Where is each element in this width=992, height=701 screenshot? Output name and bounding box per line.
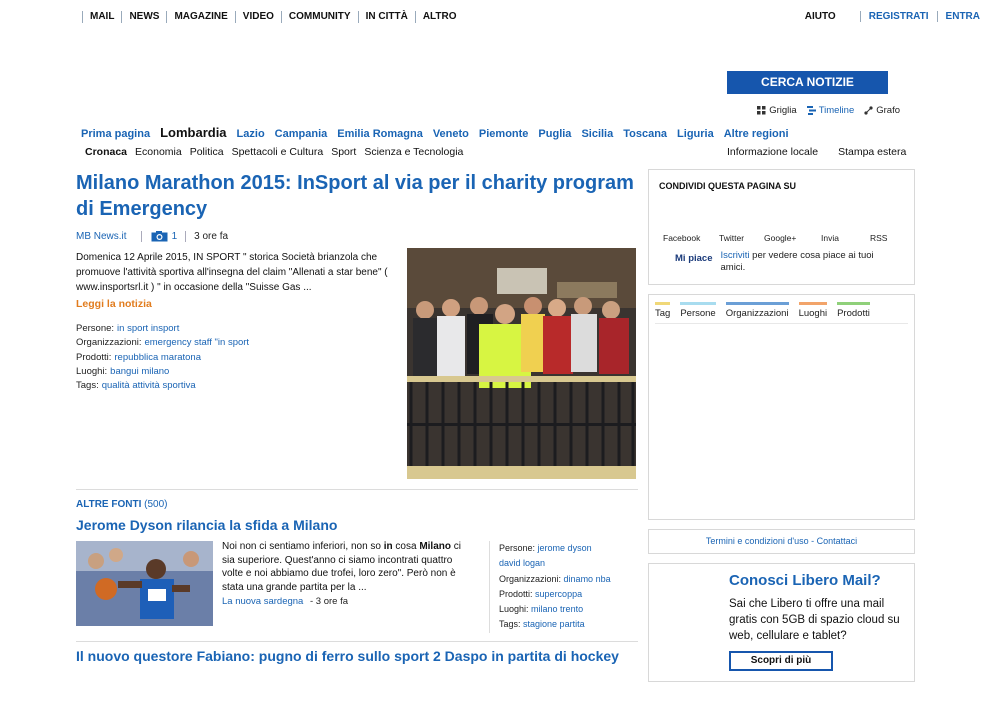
tag-label: Tags: [499, 619, 521, 630]
share-rss[interactable]: RSS [870, 233, 888, 243]
tag-value[interactable]: emergency staff "in sport [144, 337, 250, 349]
runners-group-photo [407, 248, 636, 479]
tab-persone[interactable] [680, 302, 715, 319]
region-sicilia[interactable]: Sicilia [581, 128, 614, 140]
tag-row [499, 541, 639, 556]
tag-value[interactable]: dinamo nba [563, 573, 611, 584]
topnav-item-mail[interactable]: MAIL [82, 11, 121, 23]
tag-value[interactable]: in sport insport [117, 323, 180, 334]
like-widget [675, 250, 891, 274]
tab-tag[interactable] [655, 302, 670, 319]
article-summary: Domenica 12 Aprile 2015, IN SPORT " storica Società brianzola che promuove l'attività sportiva all'insegna del claim "Allenati a star bene" ( www.insportsrl.it ) " in occasione della "Suisse Gas ... [76, 252, 388, 293]
grid-icon [757, 106, 766, 115]
account-links [805, 11, 980, 22]
tag-row [499, 587, 639, 602]
divider [76, 641, 638, 642]
region-lombardia[interactable]: Lombardia [160, 125, 227, 140]
tab-label: Persone [680, 308, 716, 319]
camera-icon [151, 231, 168, 242]
region-nav [81, 125, 799, 140]
subscribe-link[interactable]: Iscriviti [720, 250, 750, 261]
view-grid[interactable] [757, 105, 796, 116]
tag-label: Persone: [499, 543, 536, 553]
excerpt-text: cosa [392, 541, 420, 552]
photo-count-value: 1 [171, 231, 178, 242]
region-campania[interactable]: Campania [274, 128, 328, 140]
topnav-item-magazine[interactable]: MAGAZINE [166, 11, 234, 23]
tab-label: Luoghi [798, 308, 828, 319]
graph-icon [864, 106, 873, 115]
like-description: per vedere cosa piace ai tuoi amici. [720, 250, 874, 273]
search-news-button[interactable]: CERCA NOTIZIE [727, 71, 888, 94]
region-puglia[interactable]: Puglia [538, 128, 572, 140]
tag-cloud-box [648, 294, 915, 520]
read-more-link[interactable]: Leggi la notizia [76, 298, 152, 310]
section-sport[interactable]: Sport [331, 146, 357, 158]
register-link[interactable]: REGISTRATI [860, 11, 937, 22]
promo-title: Conosci Libero Mail? [729, 572, 881, 589]
section-nav [85, 146, 471, 158]
help-link[interactable]: AIUTO [804, 11, 836, 22]
tab-color-bar [680, 302, 715, 305]
section-stampa-estera[interactable]: Stampa estera [838, 146, 907, 158]
story2-source[interactable]: La nuova sardegna [222, 596, 304, 607]
tag-value[interactable]: bangui milano [110, 365, 170, 377]
tag-value[interactable]: jerome dyson [537, 543, 592, 553]
discover-more-button[interactable]: Scopri di più [729, 651, 833, 671]
tab-label: Organizzazioni [725, 308, 789, 319]
libero-mail-promo [648, 563, 915, 682]
section-informazione-locale[interactable]: Informazione locale [727, 146, 819, 158]
article-tags [76, 322, 249, 393]
region-piemonte[interactable]: Piemonte [478, 128, 529, 140]
tab-color-bar [655, 302, 670, 305]
share-googleplus[interactable]: Google+ [764, 233, 797, 243]
article-time: 3 ore fa [185, 231, 228, 242]
other-sources-header[interactable] [76, 499, 168, 510]
region-liguria[interactable]: Liguria [677, 128, 714, 140]
story2-meta [222, 596, 348, 607]
tab-color-bar [837, 302, 870, 305]
topnav-item-news[interactable]: NEWS [121, 11, 166, 23]
like-button[interactable]: Mi piace [675, 253, 713, 264]
share-links [663, 233, 887, 243]
share-box [648, 169, 915, 285]
view-timeline[interactable] [807, 105, 855, 116]
tag-value[interactable]: qualità attività sportiva [101, 380, 196, 392]
tag-value[interactable]: david logan [499, 558, 546, 569]
other-sources-count: (500) [144, 499, 168, 510]
tag-label: Organizzazioni: [76, 337, 142, 349]
tag-value[interactable]: stagione partita [523, 619, 585, 630]
story2-tags [489, 541, 639, 633]
view-timeline-label: Timeline [818, 105, 855, 116]
divider [76, 489, 638, 490]
story2-time: - 3 ore fa [309, 596, 349, 607]
tag-label: Organizzazioni: [499, 573, 562, 584]
tag-label: Tags: [76, 380, 99, 392]
region-altre-regioni[interactable]: Altre regioni [723, 128, 789, 140]
top-bar [82, 11, 980, 25]
topnav-item-video[interactable]: VIDEO [235, 11, 281, 23]
share-twitter[interactable]: Twitter [719, 233, 745, 243]
story2-thumbnail[interactable] [76, 541, 213, 626]
tab-label: Prodotti [837, 308, 870, 319]
tag-row-luoghi [76, 365, 249, 379]
topnav-item-community[interactable]: COMMUNITY [281, 11, 358, 23]
tag-label: Persone: [76, 323, 115, 334]
section-scienza-tecnologia[interactable]: Scienza e Tecnologia [364, 146, 464, 158]
tab-organizzazioni[interactable] [726, 302, 789, 319]
tab-color-bar [799, 302, 828, 305]
region-veneto[interactable]: Veneto [432, 128, 469, 140]
excerpt-highlight: in [383, 541, 393, 552]
top-nav [82, 11, 464, 23]
story3-title[interactable]: Il nuovo questore Fabiano: pugno di ferro sullo sport 2 Daspo in partita di hockey [76, 648, 619, 664]
tag-label: Luoghi: [76, 365, 108, 377]
timeline-icon [807, 106, 816, 115]
other-sources-label: ALTRE FONTI [76, 499, 142, 510]
region-toscana[interactable]: Toscana [623, 128, 668, 140]
view-switcher [757, 105, 900, 116]
share-invia[interactable]: Invia [821, 233, 839, 243]
share-facebook[interactable]: Facebook [663, 233, 701, 243]
section-economia[interactable]: Economia [135, 146, 182, 158]
region-lazio[interactable]: Lazio [236, 128, 265, 140]
tag-row [499, 572, 639, 587]
excerpt-highlight: Milano [419, 541, 451, 552]
article-source[interactable]: MB News.it [76, 231, 127, 242]
like-text [721, 250, 891, 274]
tab-luoghi[interactable] [799, 302, 828, 319]
promo-text: Sai che Libero ti offre una mail gratis con 5GB di spazio cloud su web, cellulare e tablet? [729, 598, 900, 642]
tag-row [499, 556, 639, 571]
tag-row-tags [76, 379, 249, 393]
tag-row [499, 602, 639, 617]
section-nav-right [727, 146, 926, 158]
tag-value[interactable]: milano trento [531, 604, 584, 615]
tag-row [499, 617, 639, 632]
tag-value[interactable]: repubblica maratona [114, 351, 201, 363]
terms-link[interactable]: Termini e condizioni d'uso - Contattaci [648, 529, 915, 554]
excerpt-text: ci sia superiore. Quest'anno ci siamo incontrati quattro volte e noi abbiamo due trofei, loro zero". Però non è stata una grande partita per la ... [222, 541, 461, 593]
tag-label: Prodotti: [76, 351, 112, 363]
tab-prodotti[interactable] [837, 302, 870, 319]
tag-tabs [655, 302, 908, 324]
tag-row-persone [76, 322, 249, 336]
view-graph[interactable] [864, 105, 900, 116]
region-emilia-romagna[interactable]: Emilia Romagna [337, 128, 423, 140]
article-meta [76, 231, 228, 242]
story2-excerpt [222, 540, 472, 594]
view-graph-label: Grafo [876, 105, 900, 116]
share-title: CONDIVIDI QUESTA PAGINA SU [659, 181, 797, 191]
tab-label: Tag [655, 308, 671, 319]
excerpt-text: Noi non ci sentiamo inferiori, non so [222, 541, 384, 552]
tab-color-bar [726, 302, 789, 305]
article-headline[interactable]: Milano Marathon 2015: InSport al via per il charity program di Emergency [76, 172, 634, 220]
section-spettacoli-cultura[interactable]: Spettacoli e Cultura [231, 146, 324, 158]
article-photo[interactable] [407, 248, 636, 479]
topnav-item-altro[interactable]: ALTRO [415, 11, 464, 23]
region-prima-pagina[interactable]: Prima pagina [81, 128, 151, 140]
basketball-player-photo [76, 541, 213, 626]
tag-value[interactable]: supercoppa [535, 588, 583, 599]
story2-title[interactable]: Jerome Dyson rilancia la sfida a Milano [76, 517, 338, 533]
photo-count[interactable] [141, 231, 178, 242]
view-grid-label: Griglia [769, 105, 797, 116]
tag-row-prodotti [76, 351, 249, 365]
tag-label: Luoghi: [499, 604, 529, 615]
section-cronaca[interactable]: Cronaca [85, 146, 128, 158]
login-link[interactable]: ENTRA [937, 11, 980, 22]
section-politica[interactable]: Politica [189, 146, 224, 158]
tag-label: Prodotti: [499, 588, 533, 599]
topnav-item-in-citta[interactable]: IN CITTÀ [358, 11, 415, 23]
tag-row-organizzazioni [76, 336, 249, 350]
